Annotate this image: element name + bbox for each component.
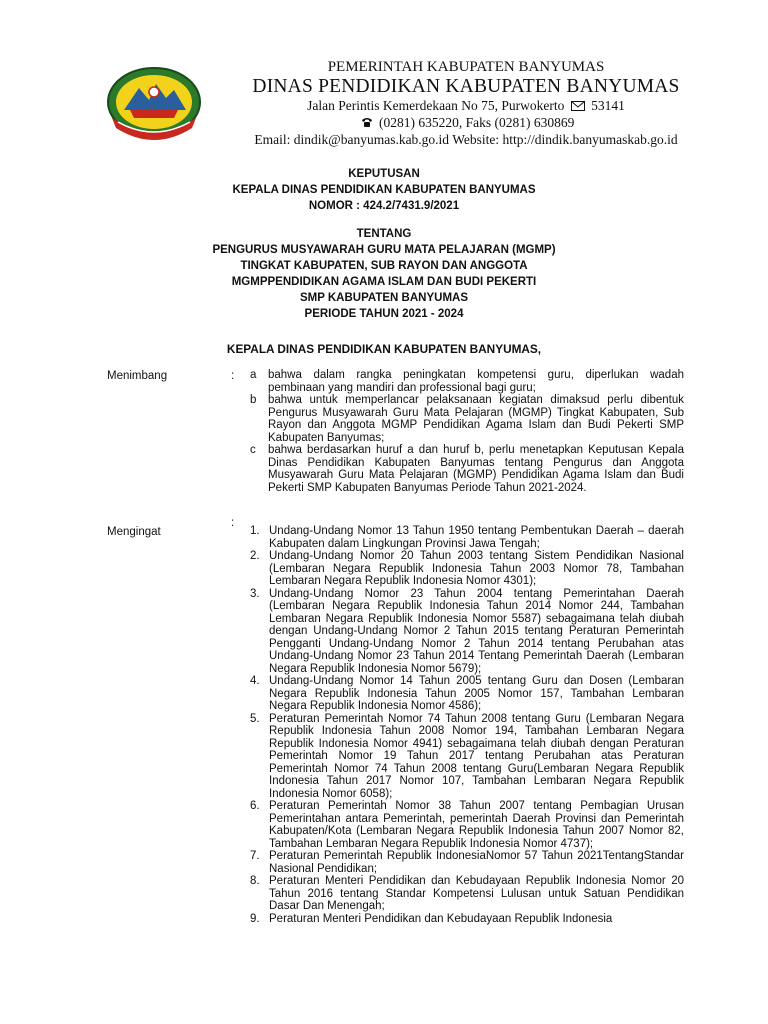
list-item	[250, 713, 684, 801]
envelope-icon	[571, 99, 585, 115]
mengingat-list	[250, 525, 684, 925]
address-line	[216, 98, 716, 115]
list-item	[250, 675, 684, 713]
banyumas-coat-of-arms-icon	[104, 62, 204, 146]
item-text: bahwa untuk memperlancar pelaksanaan kegiatan dimaksud perlu dibentuk Pengurus Musyawarah Guru Mata Pelajaran (MGMP) Tingkat Kabupaten, Sub Rayon dan Anggota MGMP Pendidikan Agama Islam dan Budi Pekerti SMP Kabupaten Banyumas;	[268, 394, 684, 444]
menimbang-list	[250, 369, 684, 494]
list-item	[250, 875, 684, 913]
item-text: Undang-Undang Nomor 13 Tahun 1950 tentang Pembentukan Daerah – daerah Kabupaten dalam Lingkungan Provinsi Jawa Tengah;	[269, 525, 684, 550]
list-item	[250, 444, 684, 494]
mengingat-label: Mengingat	[107, 526, 161, 538]
subject-line: PENGURUS MUSYAWARAH GURU MATA PELAJARAN (MGMP)	[212, 244, 556, 256]
postal-code: 53141	[591, 98, 625, 113]
list-item	[250, 525, 684, 550]
decree-subject	[0, 226, 768, 322]
item-marker: a	[250, 369, 257, 381]
list-item	[250, 394, 684, 444]
item-text: bahwa dalam rangka peningkatan kompetensi guru, diperlukan wadah pembinaan yang mandiri dan professional bagi guru;	[268, 369, 684, 394]
item-text: Peraturan Pemerintah Nomor 74 Tahun 2008 tentang Guru (Lembaran Negara Republik Indonesia Tahun 2008 Nomor 194, Tambahan Lembaran Negara Republik Indonesia Nomor 4941) sebagaimana telah diubah dengan Peraturan Pemerintah Nomor 19 Tahun 2017 tentang Perubahan atas Peraturan Pemerintah Nomor 74 Tahun 2008 tentang Guru(Lembaran Negara Republik Indonesia Tahun 2017 Nomor 107, Tambahan Lembaran Negara Republik Indonesia Nomor 6058);	[269, 712, 684, 800]
phone-icon	[361, 116, 373, 132]
decree-heading: KEPUTUSAN	[348, 168, 420, 180]
list-item	[250, 800, 684, 850]
item-text: Undang-Undang Nomor 20 Tahun 2003 tentang Sistem Pendidikan Nasional (Lembaran Negara Republik Indonesia Tahun 2003 Nomor 78, Tambahan Lembaran Negara Republik Indonesia Nomor 4301);	[269, 550, 684, 587]
subject-line: PERIODE TAHUN 2021 - 2024	[304, 308, 464, 320]
decree-issuer: KEPALA DINAS PENDIDIKAN KABUPATEN BANYUMAS	[232, 184, 536, 196]
agency-name: DINAS PENDIDIKAN KABUPATEN BANYUMAS	[252, 76, 680, 97]
list-item	[250, 913, 684, 926]
government-name: PEMERINTAH KABUPATEN BANYUMAS	[327, 59, 605, 75]
menimbang-colon: :	[231, 370, 235, 382]
phone-line	[216, 115, 716, 132]
mengingat-colon: :	[231, 517, 235, 529]
list-item	[250, 550, 684, 588]
decree-number: NOMOR : 424.2/7431.9/2021	[308, 200, 460, 212]
list-item	[250, 369, 684, 394]
letterhead	[216, 58, 716, 148]
item-marker: 3.	[250, 587, 260, 600]
address-text: Jalan Perintis Kemerdekaan No 75, Purwokerto	[307, 98, 565, 113]
item-marker: 5.	[250, 712, 260, 725]
item-marker: c	[250, 444, 256, 456]
item-marker: 6.	[250, 800, 260, 812]
subject-heading: TENTANG	[356, 228, 412, 240]
item-marker: b	[250, 394, 257, 406]
item-marker: 9.	[250, 912, 260, 925]
item-text: Undang-Undang Nomor 23 Tahun 2004 tentang Pemerintahan Daerah (Lembaran Negara Republik Indonesia Tahun 2014 Nomor 244, Tambahan Lembaran Negara Republik Indonesia Nomor 5587) sebagaimana telah diubah dengan Undang-Undang Nomor 2 Tahun 2015 tentang Peraturan Pemerintah Pengganti Undang-Undang Nomor 2 Tahun 2014 tentang Perubahan atas Undang-Undang Nomor 23 Tahun 2014 Tentang Pemerintah Daerah (Lembaran Negara Republik Indonesia Nomor 5679);	[269, 587, 684, 675]
subject-line: MGMPPENDIDIKAN AGAMA ISLAM DAN BUDI PEKERTI	[231, 276, 537, 288]
item-text: Peraturan Menteri Pendidikan dan Kebudayaan Republik Indonesia Nomor 20 Tahun 2016 tentang Standar Kompetensi Lulusan untuk Satuan Pendidikan Dasar Dan Menengah;	[269, 875, 684, 912]
item-marker: 4.	[250, 675, 260, 687]
email-website-line: Email: dindik@banyumas.kab.go.id Website: http://dindik.banyumaskab.go.id	[254, 132, 678, 147]
subject-line: SMP KABUPATEN BANYUMAS	[299, 292, 469, 304]
item-marker: 7.	[250, 850, 260, 862]
item-marker: 2.	[250, 550, 260, 562]
item-text: Peraturan Pemerintah Nomor 38 Tahun 2007 tentang Pembagian Urusan Pemerintahan antara Pemerintah, pemerintah Daerah Provinsi dan Pemerintah Kabupaten/Kota (Lembaran Negara Republik Indonesia Tahun 2007 Nomor 82, Tambahan Lembaran Negara Republik Indonesia Nomor 4737);	[269, 800, 684, 850]
subject-line: TINGKAT KABUPATEN, SUB RAYON DAN ANGGOTA	[240, 260, 528, 272]
item-marker: 1.	[250, 525, 260, 537]
item-marker: 8.	[250, 875, 260, 887]
item-text: bahwa berdasarkan huruf a dan huruf b, perlu menetapkan Keputusan Kepala Dinas Pendidikan Kabupaten Banyumas tentang Pengurus dan Anggota Musyawarah Guru Mata Pelajaran (MGMP) Pendidikan Agama Islam dan Budi Pekerti SMP Kabupaten Banyumas Periode Tahun 2021-2024.	[268, 444, 684, 494]
item-text: Undang-Undang Nomor 14 Tahun 2005 tentang Guru dan Dosen (Lembaran Negara Republik Indonesia Tahun 2005 Nomor 157, Tambahan Lembaran Negara Republik Indonesia Nomor 4586);	[269, 675, 684, 712]
decree-header	[0, 166, 768, 214]
item-text: Peraturan Pemerintah Republik IndonesiaNomor 57 Tahun 2021TentangStandar Nasional Pendidikan;	[269, 850, 684, 875]
authority-line: KEPALA DINAS PENDIDIKAN KABUPATEN BANYUMAS,	[226, 342, 542, 356]
list-item	[250, 588, 684, 676]
list-item	[250, 850, 684, 875]
phone-fax: (0281) 635220, Faks (0281) 630869	[379, 115, 575, 130]
item-text: Peraturan Menteri Pendidikan dan Kebudayaan Republik Indonesia	[269, 912, 613, 925]
menimbang-label: Menimbang	[107, 370, 168, 382]
